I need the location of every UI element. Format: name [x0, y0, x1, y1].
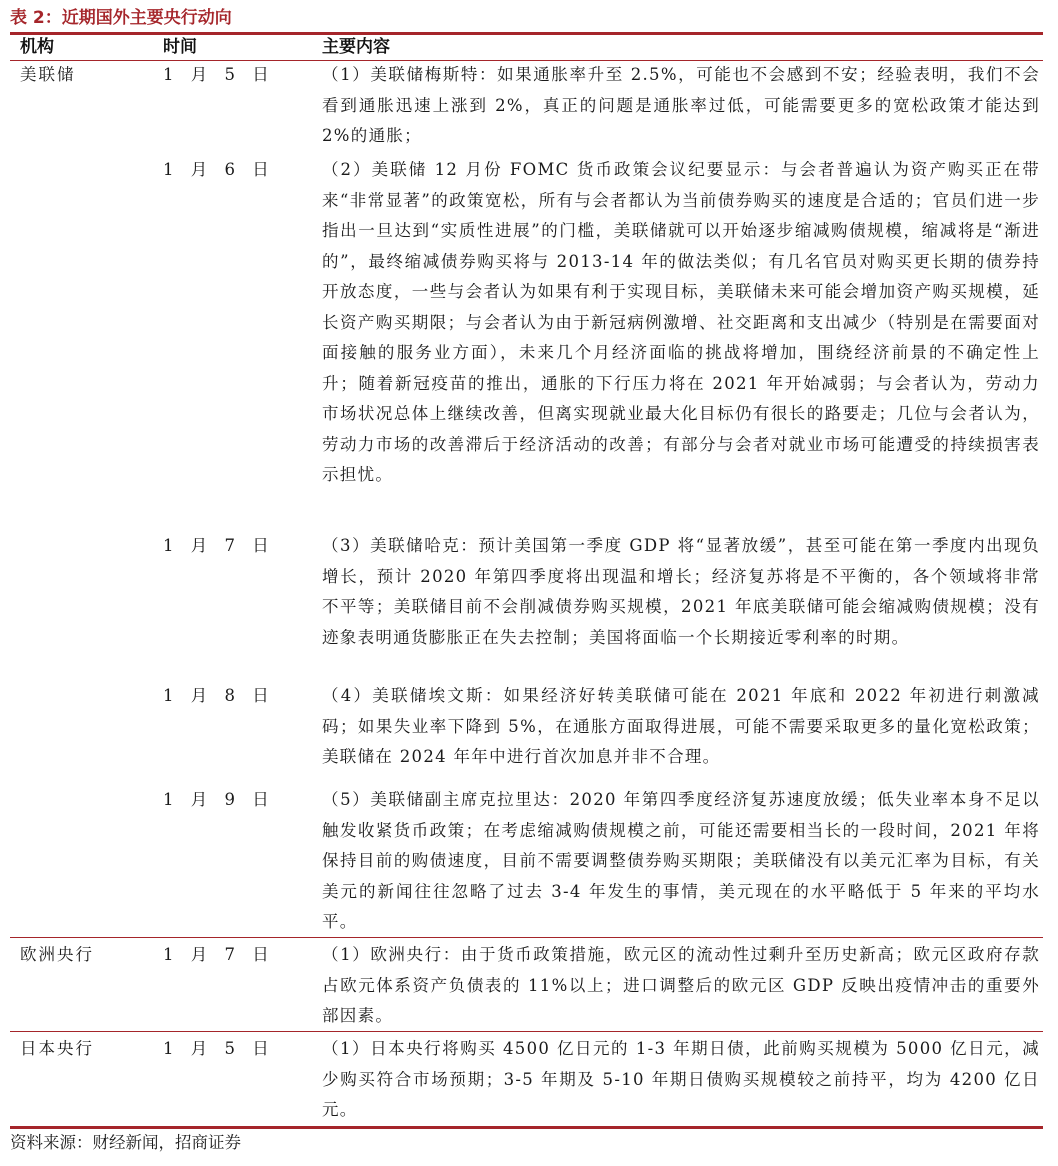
header-content: 主要内容 [322, 37, 390, 57]
row-content: （5）美联储副主席克拉里达：2020 年第四季度经济复苏速度放缓；低失业率本身不足以触发收紧货币政策；在考虑缩减购债规模之前，可能还需要相当长的一段时间，2021 年将保持目前的购债速度，目前不需要调整债券购买期限；美联储没有以美元汇率为目标，有关美元的新闻往往忽略了过去 3-4 年发生的事情，美元现在的水平略低于 5 年来的平均水平。 [322, 790, 1040, 931]
row-date: 1 月 8 日 [163, 686, 275, 705]
institution-ecb: 欧洲央行 [20, 945, 94, 964]
institution-fed: 美联储 [20, 65, 76, 84]
institution-boj: 日本央行 [20, 1039, 94, 1058]
row-date: 1 月 7 日 [163, 945, 275, 964]
group-rule [10, 937, 1043, 938]
row-date: 1 月 7 日 [163, 536, 275, 555]
table-title: 表 2：近期国外主要央行动向 [10, 8, 232, 28]
source-note: 资料来源：财经新闻，招商证券 [10, 1133, 241, 1152]
row-date: 1 月 9 日 [163, 790, 275, 809]
row-content: （1）欧洲央行：由于货币政策措施，欧元区的流动性过剩升至历史新高；欧元区政府存款占欧元体系资产负债表的 11%以上；进口调整后的欧元区 GDP 反映出疫情冲击的重要外部因素。 [322, 945, 1040, 1025]
row-content: （2）美联储 12 月份 FOMC 货币政策会议纪要显示：与会者普遍认为资产购买正在带来“非常显著”的政策宽松，所有与会者都认为当前债券购买的速度是合适的；官员们进一步指出一旦达到“实质性进展”的门槛，美联储就可以开始逐步缩减购债规模，缩减将是“渐进的”，最终缩减债券购买将与 2013-14 年的做法类似；有几名官员对购买更长期的债券持开放态度，一些与会者认为如果有利于实现目标，美联储未来可能会增加资产购买规模，延长资产购买期限；与会者认为由于新冠病例激增、社交距离和支出减少（特别是在需要面对面接触的服务业方面），未来几个月经济面临的挑战将增加，围绕经济前景的不确定性上升；随着新冠疫苗的推出，通胀的下行压力将在 2021 年开始减弱；与会者认为，劳动力市场状况总体上继续改善，但离实现就业最大化目标仍有很长的路要走；几位与会者认为，劳动力市场的改善滞后于经济活动的改善；有部分与会者对就业市场可能遭受的持续损害表示担忧。 [322, 160, 1040, 484]
row-content: （4）美联储埃文斯：如果经济好转美联储可能在 2021 年底和 2022 年初进行刺激减码；如果失业率下降到 5%，在通胀方面取得进展，可能不需要采取更多的量化宽松政策；美联储在 2024 年年中进行首次加息并非不合理。 [322, 686, 1040, 766]
row-date: 1 月 5 日 [163, 65, 275, 84]
bottom-rule [10, 1126, 1043, 1129]
header-time: 时间 [163, 37, 197, 57]
row-date: 1 月 5 日 [163, 1039, 275, 1058]
group-rule [10, 1031, 1043, 1032]
table-header [0, 34, 1058, 60]
row-content: （1）日本央行将购买 4500 亿日元的 1-3 年期日债，此前购买规模为 5000 亿日元，减少购买符合市场预期；3-5 年期及 5-10 年期日债购买规模较之前持平，均为 4200 亿日元。 [322, 1039, 1040, 1119]
row-date: 1 月 6 日 [163, 160, 275, 179]
row-content: （3）美联储哈克：预计美国第一季度 GDP 将“显著放缓”，甚至可能在第一季度内出现负增长，预计 2020 年第四季度将出现温和增长；经济复苏将是不平衡的，各个领域将非常不平等；美联储目前不会削减债券购买规模，2021 年底美联储可能会缩减购债规模；没有迹象表明通货膨胀正在失去控制；美国将面临一个长期接近零利率的时期。 [322, 536, 1040, 647]
row-content: （1）美联储梅斯特：如果通胀率升至 2.5%，可能也不会感到不安；经验表明，我们不会看到通胀迅速上涨到 2%，真正的问题是通胀率过低，可能需要更多的宽松政策才能达到 2%的通胀； [322, 65, 1040, 145]
header-institution: 机构 [20, 37, 54, 57]
